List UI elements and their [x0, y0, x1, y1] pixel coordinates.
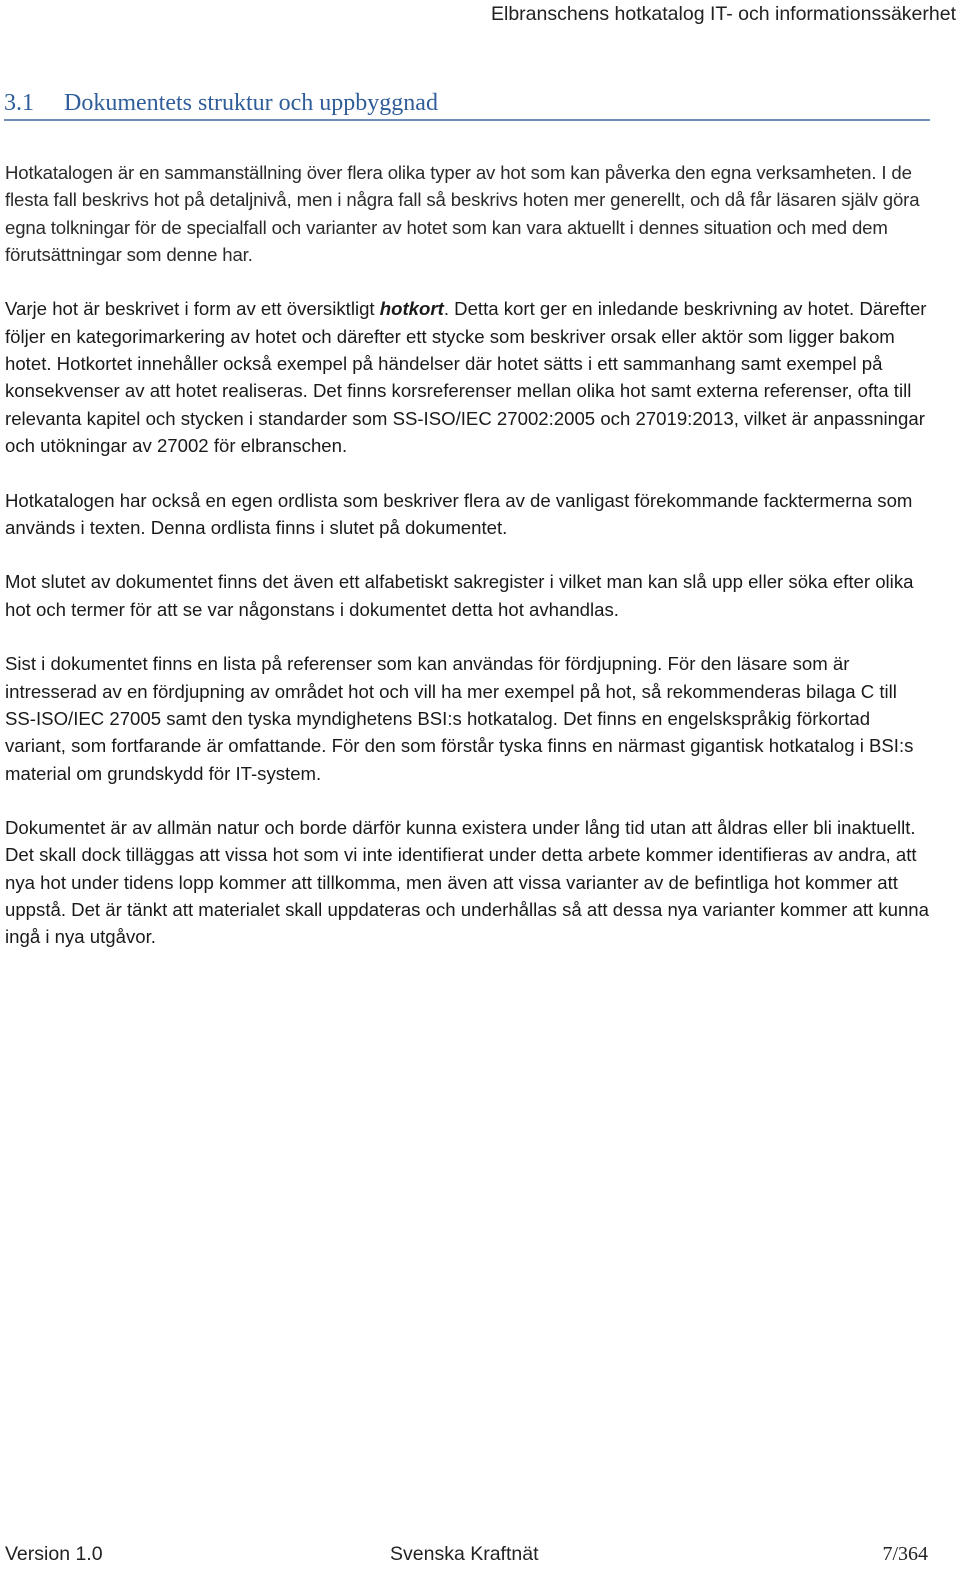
paragraph-hotkort-text-start: Varje hot är beskrivet i form av ett översiktligt	[5, 298, 380, 320]
footer-page-number: 7/364	[882, 1543, 928, 1565]
paragraph-hotkort	[5, 295, 930, 459]
section-title: Dokumentets struktur och uppbyggnad	[64, 90, 438, 116]
footer-organization: Svenska Kraftnät	[390, 1543, 539, 1565]
page-footer	[0, 1538, 960, 1566]
paragraph-longevity: Dokumentet är av allmän natur och borde därför kunna existera under lång tid utan att åldras eller bli inaktuellt. Det skall dock tilläggas att vissa hot som vi inte identifierat under detta arbete kommer identifieras av andra, att nya hot under tidens lopp kommer att tillkomma, men även att vissa varianter av de befintliga hot kommer att uppstå. Det är tänkt att materialet skall uppdateras och underhållas så att dessa nya varianter kommer att kunna ingå i nya utgåvor.	[5, 817, 929, 948]
paragraph-references: Sist i dokumentet finns en lista på referenser som kan användas för fördjupning. För den läsare som är intresserad av en fördjupning av området hot och vill ha mer exempel på hot, så rekommenderas bilaga C till SS-ISO/IEC 27005 samt den tyska myndighetens BSI:s hotkatalog. Det finns en engelskspråkig förkortad variant, som fortfarande är omfattande. För den som förstår tyska finns en närmast gigantisk hotkatalog i BSI:s material om grundskydd för IT-system.	[5, 653, 914, 784]
paragraph-index: Mot slutet av dokumentet finns det även ett alfabetiskt sakregister i vilket man kan slå upp eller söka efter olika hot och termer för att se var någonstans i dokumentet detta hot avhandlas.	[5, 571, 914, 620]
footer-version: Version 1.0	[5, 1543, 103, 1565]
section-number: 3.1	[4, 90, 34, 116]
section-heading	[4, 90, 930, 121]
paragraph-glossary: Hotkatalogen har också en egen ordlista som beskriver flera av de vanligast förekommande facktermerna som används i texten. Denna ordlista finns i slutet på dokumentet.	[5, 489, 913, 538]
paragraph-intro: Hotkatalogen är en sammanställning över flera olika typer av hot som kan påverka den egna verksamheten. I de flesta fall beskrivs hot på detaljnivå, men i några fall så beskrivs hoten mer generellt, och då får läsaren själv göra egna tolkningar för de specialfall och varianter av hotet som kan vara aktuellt i dennes situation och med dem förutsättningar som denne har.	[5, 162, 920, 265]
hotkort-term: hotkort	[379, 298, 444, 320]
running-header: Elbranschens hotkatalog IT- och informationssäkerhet	[490, 3, 956, 25]
document-body	[5, 159, 930, 978]
paragraph-hotkort-text-end: . Detta kort ger en inledande beskrivning av hotet. Därefter följer en kategorimarkering av hotet och därefter ett stycke som beskriver orsak eller aktör som ligger bakom hotet. Hotkortet innehåller också exempel på händelser där hotet sätts i ett sammanhang samt exempel på konsekvenser av att hotet realiseras. Det finns korsreferenser mellan olika hot samt externa referenser, ofta till relevanta kapitel och stycken i standarder som SS-ISO/IEC 27002:2005 och 27019:2013, vilket är anpassningar och utökningar av 27002 för elbranschen.	[5, 298, 927, 456]
